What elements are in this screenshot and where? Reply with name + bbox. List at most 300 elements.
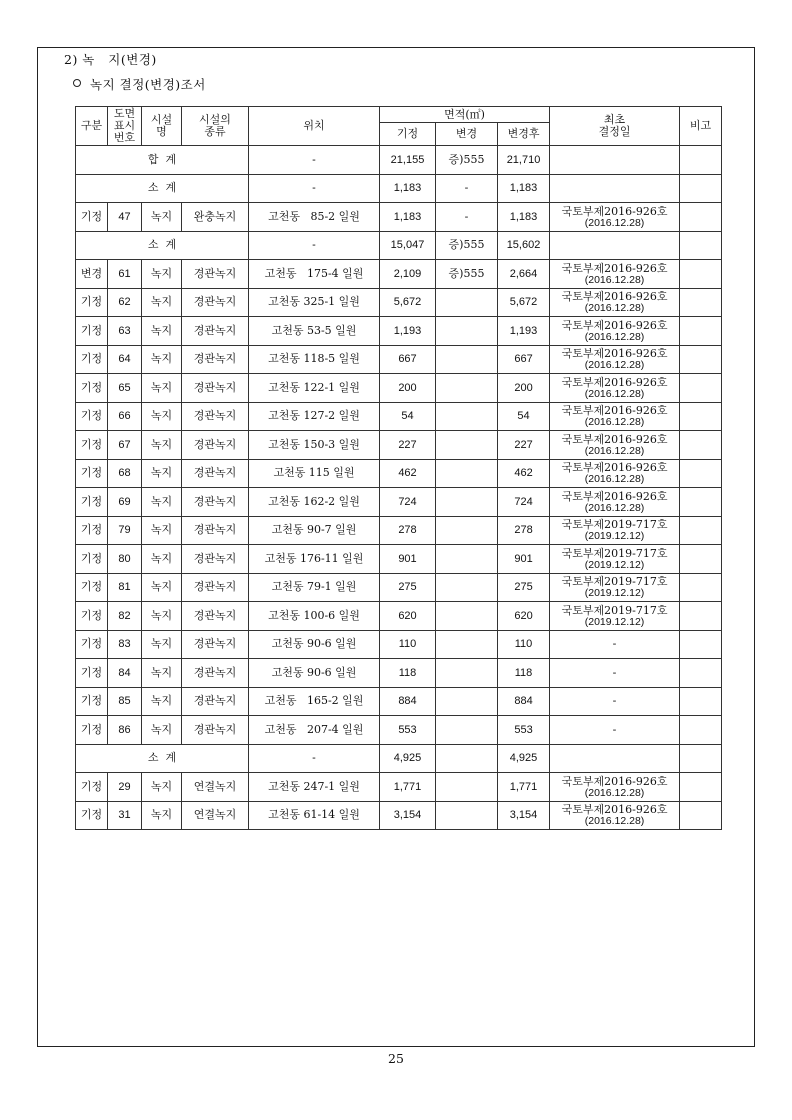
- first-decision-cell: [550, 659, 680, 688]
- location-cell: 고천동 90-7 일원: [249, 516, 380, 545]
- decision-date: (2016.12.28): [584, 815, 645, 827]
- decision-date: (2016.12.28): [584, 387, 645, 400]
- area-existing-cell: 21,155: [380, 146, 436, 175]
- area-after-cell: 275: [498, 573, 550, 602]
- facility-cell: 녹지: [142, 431, 182, 460]
- map-no-cell: 83: [108, 630, 142, 659]
- first-decision-cell: [550, 203, 680, 232]
- area-after-cell: 462: [498, 459, 550, 488]
- col-first-decision-line: 최초: [603, 113, 626, 126]
- area-after-cell: 227: [498, 431, 550, 460]
- decision-number: 국토부제2016-926호: [561, 290, 668, 303]
- map-no-cell: 80: [108, 545, 142, 574]
- area-after-cell: 118: [498, 659, 550, 688]
- area-existing-cell: 724: [380, 488, 436, 517]
- remarks-cell: [680, 431, 722, 460]
- location-cell: 고천동 115 일원: [249, 459, 380, 488]
- area-after-cell: 5,672: [498, 288, 550, 317]
- remarks-cell: [680, 459, 722, 488]
- first-decision-cell: [550, 687, 680, 716]
- area-change-cell: [436, 459, 498, 488]
- first-decision-cell: [550, 545, 680, 574]
- decision-number: 국토부제2016-926호: [561, 774, 668, 788]
- col-area-change: 변경: [436, 123, 498, 146]
- area-change-cell: [436, 773, 498, 802]
- table-row: [76, 374, 722, 403]
- area-change-cell: [436, 402, 498, 431]
- map-no-cell: 66: [108, 402, 142, 431]
- first-decision-cell: [550, 231, 680, 260]
- first-decision-cell: [550, 516, 680, 545]
- table-title-text: 녹지 결정(변경)조서: [90, 77, 206, 92]
- location-cell: 고천동 247-1 일원: [249, 773, 380, 802]
- decision-date: (2019.12.12): [584, 530, 645, 542]
- location-cell: 고천동 85-2 일원: [249, 203, 380, 232]
- col-remarks: 비고: [680, 107, 722, 146]
- first-decision-cell: [550, 345, 680, 374]
- decision-number: -: [612, 722, 617, 736]
- remarks-cell: [680, 402, 722, 431]
- remarks-cell: [680, 630, 722, 659]
- map-no-cell: 61: [108, 260, 142, 289]
- facility-cell: 녹지: [142, 801, 182, 830]
- facility-cell: 녹지: [142, 630, 182, 659]
- area-change-cell: 증)555: [436, 260, 498, 289]
- first-decision-cell: [550, 374, 680, 403]
- col-first-decision-line: 결정일: [598, 125, 631, 138]
- category-cell: 기정: [76, 203, 108, 232]
- remarks-cell: [680, 801, 722, 830]
- table-row: [76, 431, 722, 460]
- category-cell: 기정: [76, 545, 108, 574]
- area-change-cell: -: [436, 174, 498, 203]
- category-cell: 기정: [76, 488, 108, 517]
- facility-cell: 녹지: [142, 459, 182, 488]
- map-no-cell: 82: [108, 602, 142, 631]
- remarks-cell: [680, 260, 722, 289]
- map-no-cell: 86: [108, 716, 142, 745]
- area-change-cell: [436, 744, 498, 773]
- decision-number: 국토부제2016-926호: [561, 204, 668, 218]
- col-map-no: [108, 107, 142, 146]
- area-existing-cell: 118: [380, 659, 436, 688]
- location-cell: 고천동 79-1 일원: [249, 573, 380, 602]
- area-after-cell: 15,602: [498, 231, 550, 260]
- map-no-cell: 29: [108, 773, 142, 802]
- remarks-cell: [680, 317, 722, 346]
- location-cell: 고천동 61-14 일원: [249, 801, 380, 830]
- location-cell: 고천동 127-2 일원: [249, 402, 380, 431]
- remarks-cell: [680, 203, 722, 232]
- first-decision-cell: [550, 402, 680, 431]
- category-cell: 기정: [76, 659, 108, 688]
- first-decision-cell: [550, 317, 680, 346]
- location-cell: -: [249, 174, 380, 203]
- area-after-cell: 667: [498, 345, 550, 374]
- remarks-cell: [680, 716, 722, 745]
- area-after-cell: 200: [498, 374, 550, 403]
- category-cell: 기정: [76, 317, 108, 346]
- decision-number: -: [612, 694, 617, 708]
- facility-type-cell: 경관녹지: [182, 573, 249, 602]
- area-change-cell: [436, 431, 498, 460]
- category-cell: 기정: [76, 374, 108, 403]
- location-cell: 고천동 175-4 일원: [249, 260, 380, 289]
- area-existing-cell: 5,672: [380, 288, 436, 317]
- area-existing-cell: 1,183: [380, 174, 436, 203]
- decision-number: 국토부제2019-717호: [561, 518, 668, 531]
- col-area-existing: 기정: [380, 123, 436, 146]
- subtotal-label: 소 계: [76, 174, 249, 203]
- table-row: [76, 317, 722, 346]
- col-map-no-line: 번호: [113, 131, 136, 144]
- decision-number: 국토부제2019-717호: [561, 546, 668, 560]
- table-row: [76, 146, 722, 175]
- location-cell: 고천동 162-2 일원: [249, 488, 380, 517]
- area-change-cell: [436, 374, 498, 403]
- location-cell: 고천동 90-6 일원: [249, 659, 380, 688]
- decision-date: (2016.12.28): [584, 473, 645, 485]
- table-row: [76, 260, 722, 289]
- first-decision-cell: [550, 174, 680, 203]
- area-existing-cell: 1,193: [380, 317, 436, 346]
- decision-number: 국토부제2019-717호: [561, 603, 668, 617]
- col-facility-type-line: 시설의: [199, 113, 231, 126]
- location-cell: 고천동 176-11 일원: [249, 545, 380, 574]
- category-cell: 기정: [76, 630, 108, 659]
- area-change-cell: [436, 545, 498, 574]
- remarks-cell: [680, 146, 722, 175]
- facility-cell: 녹지: [142, 545, 182, 574]
- remarks-cell: [680, 659, 722, 688]
- facility-type-cell: 경관녹지: [182, 516, 249, 545]
- facility-type-cell: 경관녹지: [182, 260, 249, 289]
- area-existing-cell: 667: [380, 345, 436, 374]
- col-facility: [142, 107, 182, 146]
- facility-cell: 녹지: [142, 687, 182, 716]
- remarks-cell: [680, 545, 722, 574]
- area-change-cell: [436, 602, 498, 631]
- facility-cell: 녹지: [142, 203, 182, 232]
- area-existing-cell: 1,183: [380, 203, 436, 232]
- col-map-no-line: 표시: [113, 119, 136, 132]
- decision-date: (2016.12.28): [584, 273, 645, 286]
- decision-number: -: [612, 637, 617, 651]
- area-existing-cell: 4,925: [380, 744, 436, 773]
- area-after-cell: 553: [498, 716, 550, 745]
- facility-type-cell: 경관녹지: [182, 288, 249, 317]
- area-after-cell: 4,925: [498, 744, 550, 773]
- area-existing-cell: 620: [380, 602, 436, 631]
- area-existing-cell: 553: [380, 716, 436, 745]
- area-after-cell: 901: [498, 545, 550, 574]
- table-row: [76, 773, 722, 802]
- decision-date: (2016.12.28): [584, 416, 645, 428]
- category-cell: 기정: [76, 345, 108, 374]
- area-change-cell: 증)555: [436, 231, 498, 260]
- facility-cell: 녹지: [142, 374, 182, 403]
- col-area-after: 변경후: [498, 123, 550, 146]
- map-no-cell: 47: [108, 203, 142, 232]
- facility-type-cell: 경관녹지: [182, 317, 249, 346]
- map-no-cell: 64: [108, 345, 142, 374]
- decision-number: 국토부제2016-926호: [561, 489, 668, 503]
- area-existing-cell: 2,109: [380, 260, 436, 289]
- area-existing-cell: 275: [380, 573, 436, 602]
- table-row: [76, 716, 722, 745]
- area-existing-cell: 884: [380, 687, 436, 716]
- decision-date: (2016.12.28): [584, 216, 645, 229]
- circle-bullet-icon: [73, 79, 81, 87]
- area-change-cell: [436, 317, 498, 346]
- table-row: [76, 402, 722, 431]
- area-after-cell: 278: [498, 516, 550, 545]
- facility-cell: 녹지: [142, 659, 182, 688]
- facility-type-cell: 경관녹지: [182, 716, 249, 745]
- area-change-cell: [436, 801, 498, 830]
- col-facility-line: 시설: [150, 113, 173, 126]
- decision-date: (2016.12.28): [584, 786, 645, 799]
- area-after-cell: 110: [498, 630, 550, 659]
- location-cell: 고천동 53-5 일원: [249, 317, 380, 346]
- col-area: 면적(㎡): [380, 107, 550, 123]
- area-change-cell: [436, 716, 498, 745]
- decision-number: 국토부제2016-926호: [561, 404, 668, 417]
- decision-number: 국토부제2016-926호: [561, 375, 668, 389]
- area-change-cell: [436, 659, 498, 688]
- decision-date: (2016.12.28): [584, 444, 645, 457]
- location-cell: -: [249, 744, 380, 773]
- first-decision-cell: [550, 602, 680, 631]
- first-decision-cell: [550, 773, 680, 802]
- col-map-no-line: 도면: [113, 107, 136, 120]
- facility-type-cell: 연결녹지: [182, 773, 249, 802]
- decision-date: (2019.12.12): [584, 587, 645, 599]
- decision-date: (2019.12.12): [584, 558, 645, 571]
- table-row: [76, 744, 722, 773]
- remarks-cell: [680, 773, 722, 802]
- location-cell: 고천동 118-5 일원: [249, 345, 380, 374]
- area-change-cell: [436, 630, 498, 659]
- map-no-cell: 68: [108, 459, 142, 488]
- area-existing-cell: 1,771: [380, 773, 436, 802]
- remarks-cell: [680, 516, 722, 545]
- table-row: [76, 602, 722, 631]
- remarks-cell: [680, 231, 722, 260]
- area-change-cell: -: [436, 203, 498, 232]
- table-row: [76, 801, 722, 830]
- facility-type-cell: 경관녹지: [182, 545, 249, 574]
- location-cell: 고천동 325-1 일원: [249, 288, 380, 317]
- col-facility-type-line: 종류: [204, 125, 226, 138]
- facility-cell: 녹지: [142, 402, 182, 431]
- section-heading: 2) 녹 지(변경): [64, 52, 157, 67]
- facility-cell: 녹지: [142, 345, 182, 374]
- area-existing-cell: 110: [380, 630, 436, 659]
- area-after-cell: 2,664: [498, 260, 550, 289]
- col-facility-line: 명: [156, 125, 167, 138]
- decision-number: 국토부제2016-926호: [561, 318, 668, 332]
- first-decision-cell: [550, 260, 680, 289]
- remarks-cell: [680, 345, 722, 374]
- area-existing-cell: 200: [380, 374, 436, 403]
- map-no-cell: 65: [108, 374, 142, 403]
- location-cell: -: [249, 146, 380, 175]
- decision-date: (2016.12.28): [584, 330, 645, 343]
- decision-number: 국토부제2019-717호: [561, 575, 668, 588]
- facility-type-cell: 경관녹지: [182, 602, 249, 631]
- table-row: [76, 687, 722, 716]
- map-no-cell: 84: [108, 659, 142, 688]
- location-cell: 고천동 100-6 일원: [249, 602, 380, 631]
- subtotal-label: 소 계: [76, 744, 249, 773]
- facility-type-cell: 경관녹지: [182, 630, 249, 659]
- first-decision-cell: [550, 146, 680, 175]
- table-row: [76, 659, 722, 688]
- remarks-cell: [680, 687, 722, 716]
- facility-type-cell: 연결녹지: [182, 801, 249, 830]
- map-no-cell: 67: [108, 431, 142, 460]
- area-after-cell: 1,771: [498, 773, 550, 802]
- first-decision-cell: [550, 459, 680, 488]
- facility-type-cell: 경관녹지: [182, 659, 249, 688]
- col-location: 위치: [249, 107, 380, 146]
- facility-cell: 녹지: [142, 488, 182, 517]
- facility-type-cell: 경관녹지: [182, 374, 249, 403]
- decision-date: (2019.12.12): [584, 615, 645, 628]
- table-row: [76, 459, 722, 488]
- area-change-cell: 증)555: [436, 146, 498, 175]
- area-existing-cell: 901: [380, 545, 436, 574]
- category-cell: 기정: [76, 716, 108, 745]
- remarks-cell: [680, 573, 722, 602]
- area-change-cell: [436, 687, 498, 716]
- page-number: 25: [388, 1051, 404, 1066]
- location-cell: 고천동 90-6 일원: [249, 630, 380, 659]
- area-existing-cell: 3,154: [380, 801, 436, 830]
- decision-number: 국토부제2016-926호: [561, 347, 668, 360]
- area-after-cell: 1,183: [498, 203, 550, 232]
- area-existing-cell: 462: [380, 459, 436, 488]
- decision-date: (2016.12.28): [584, 359, 645, 371]
- area-after-cell: 21,710: [498, 146, 550, 175]
- area-after-cell: 1,193: [498, 317, 550, 346]
- table-row: [76, 231, 722, 260]
- category-cell: 기정: [76, 687, 108, 716]
- area-after-cell: 884: [498, 687, 550, 716]
- first-decision-cell: [550, 488, 680, 517]
- map-no-cell: 85: [108, 687, 142, 716]
- category-cell: 기정: [76, 402, 108, 431]
- area-existing-cell: 227: [380, 431, 436, 460]
- facility-type-cell: 경관녹지: [182, 402, 249, 431]
- location-cell: -: [249, 231, 380, 260]
- first-decision-cell: [550, 744, 680, 773]
- map-no-cell: 69: [108, 488, 142, 517]
- remarks-cell: [680, 174, 722, 203]
- area-after-cell: 724: [498, 488, 550, 517]
- location-cell: 고천동 150-3 일원: [249, 431, 380, 460]
- first-decision-cell: [550, 716, 680, 745]
- table-row: [76, 516, 722, 545]
- area-change-cell: [436, 488, 498, 517]
- location-cell: 고천동 122-1 일원: [249, 374, 380, 403]
- map-no-cell: 62: [108, 288, 142, 317]
- category-cell: 기정: [76, 602, 108, 631]
- facility-type-cell: 경관녹지: [182, 459, 249, 488]
- table-row: [76, 345, 722, 374]
- facility-cell: 녹지: [142, 573, 182, 602]
- first-decision-cell: [550, 801, 680, 830]
- facility-cell: 녹지: [142, 260, 182, 289]
- area-change-cell: [436, 573, 498, 602]
- map-no-cell: 79: [108, 516, 142, 545]
- area-existing-cell: 54: [380, 402, 436, 431]
- category-cell: 기정: [76, 573, 108, 602]
- area-change-cell: [436, 516, 498, 545]
- decision-number: -: [612, 665, 617, 679]
- first-decision-cell: [550, 573, 680, 602]
- table-row: [76, 203, 722, 232]
- map-no-cell: 63: [108, 317, 142, 346]
- map-no-cell: 81: [108, 573, 142, 602]
- table-row: [76, 288, 722, 317]
- category-cell: 기정: [76, 516, 108, 545]
- remarks-cell: [680, 744, 722, 773]
- area-after-cell: 1,183: [498, 174, 550, 203]
- remarks-cell: [680, 488, 722, 517]
- table-title: [73, 75, 206, 93]
- table-row: [76, 545, 722, 574]
- decision-number: 국토부제2016-926호: [561, 461, 668, 474]
- facility-cell: 녹지: [142, 602, 182, 631]
- category-cell: 변경: [76, 260, 108, 289]
- facility-cell: 녹지: [142, 288, 182, 317]
- table-row: [76, 630, 722, 659]
- category-cell: 기정: [76, 431, 108, 460]
- col-category: 구분: [76, 107, 108, 146]
- facility-type-cell: 완충녹지: [182, 203, 249, 232]
- location-cell: 고천동 207-4 일원: [249, 716, 380, 745]
- first-decision-cell: [550, 431, 680, 460]
- table-row: [76, 488, 722, 517]
- category-cell: 기정: [76, 801, 108, 830]
- first-decision-cell: [550, 288, 680, 317]
- area-existing-cell: 278: [380, 516, 436, 545]
- green-area-table: [75, 106, 722, 830]
- facility-type-cell: 경관녹지: [182, 488, 249, 517]
- area-after-cell: 3,154: [498, 801, 550, 830]
- facility-cell: 녹지: [142, 317, 182, 346]
- category-cell: 기정: [76, 288, 108, 317]
- area-after-cell: 54: [498, 402, 550, 431]
- category-cell: 기정: [76, 773, 108, 802]
- grand-total-label: 합 계: [76, 146, 249, 175]
- facility-cell: 녹지: [142, 773, 182, 802]
- map-no-cell: 31: [108, 801, 142, 830]
- category-cell: 기정: [76, 459, 108, 488]
- decision-number: 국토부제2016-926호: [561, 432, 668, 446]
- facility-type-cell: 경관녹지: [182, 687, 249, 716]
- facility-type-cell: 경관녹지: [182, 431, 249, 460]
- remarks-cell: [680, 602, 722, 631]
- subtotal-label: 소 계: [76, 231, 249, 260]
- first-decision-cell: [550, 630, 680, 659]
- col-first-decision: [550, 107, 680, 146]
- table-row: [76, 174, 722, 203]
- facility-cell: 녹지: [142, 516, 182, 545]
- area-change-cell: [436, 288, 498, 317]
